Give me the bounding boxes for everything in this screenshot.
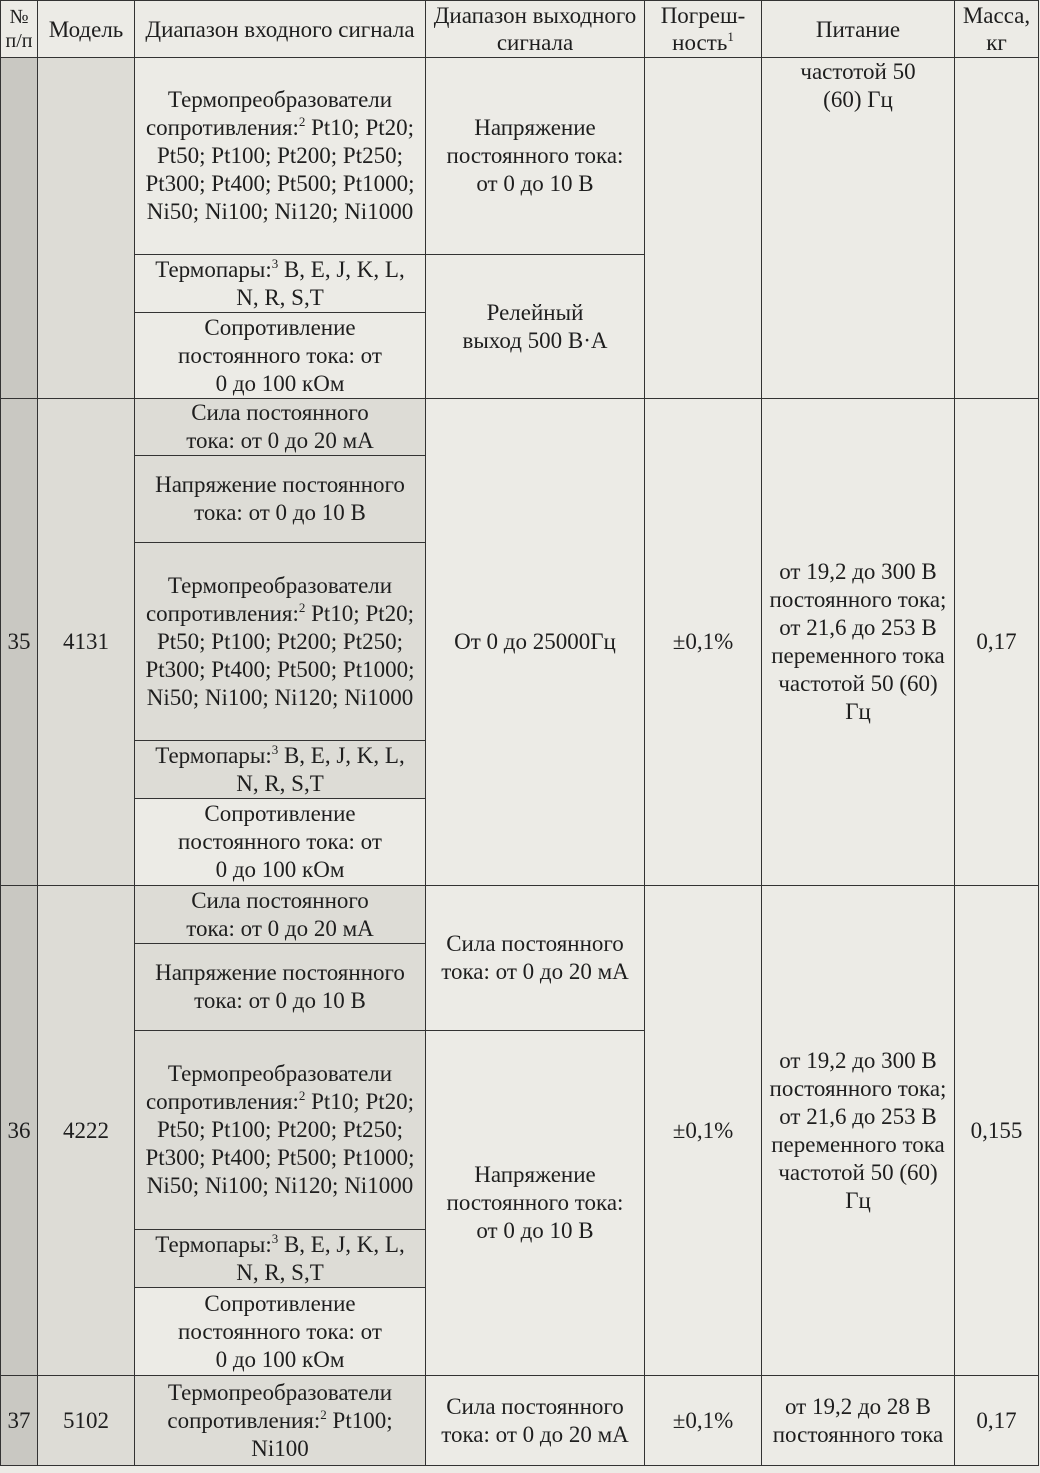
cell-output: От 0 до 25000Гц	[426, 399, 645, 886]
rtd-list: Pt10; Pt20; Pt50; Pt100; Pt200; Pt250; Pt300; Pt400; Pt500; Pt1000; Ni50; Ni100; Ni120; Ni1000	[145, 115, 415, 224]
rtd-list: Pt10; Pt20; Pt50; Pt100; Pt200; Pt250; Pt300; Pt400; Pt500; Pt1000; Ni50; Ni100; Ni120; Ni1000	[145, 1089, 415, 1198]
footnote-marker: 2	[298, 114, 306, 129]
cell-input-resistance: Сопротивление постоянного тока: от 0 до 100 кОм	[135, 313, 426, 399]
cell-output: Сила постоянного тока: от 0 до 20 мА	[426, 1376, 645, 1466]
header-input-range: Диапазон входного сигнала	[135, 1, 426, 58]
cell-input-current: Сила постоянного тока: от 0 до 20 мА	[135, 399, 426, 456]
header-number	[1, 1, 38, 58]
table-row	[1, 399, 1039, 456]
footnote-marker: 2	[298, 1088, 306, 1103]
cell-input-rtd	[135, 1376, 426, 1466]
header-model: Модель	[38, 1, 135, 58]
cell-mass-continued	[955, 58, 1039, 399]
cell-power: от 19,2 до 28 В постоянного тока	[762, 1376, 955, 1466]
cell-number-continued	[1, 58, 38, 399]
footnote-marker: 3	[271, 741, 279, 757]
table-row	[1, 1376, 1039, 1466]
footnote-marker: 3	[271, 255, 279, 271]
rtd-title: Термопреобразователи сопротивления:	[145, 1061, 393, 1114]
cell-output-voltage: Напряжение постоянного тока: от 0 до 10 В	[426, 58, 645, 255]
cell-input-voltage: Напряжение постоянного тока: от 0 до 10 В	[135, 944, 426, 1031]
header-error	[645, 1, 762, 58]
header-error-label: Погреш-ность	[660, 3, 746, 55]
cell-output-relay: Релейный выход 500 В·А	[426, 255, 645, 399]
header-power: Питание	[762, 1, 955, 58]
rtd-title: Термопреобразователи сопротивления:	[167, 1379, 393, 1433]
cell-input-resistance: Сопротивление постоянного тока: от 0 до 100 кОм	[135, 799, 426, 886]
tc-title: Термопары:	[155, 742, 272, 768]
cell-input-thermocouple	[135, 741, 426, 799]
footnote-marker: 1	[727, 29, 734, 44]
cell-model: 4222	[38, 886, 135, 1376]
cell-number: 36	[1, 886, 38, 1376]
cell-model: 5102	[38, 1376, 135, 1466]
rtd-list: Pt10; Pt20; Pt50; Pt100; Pt200; Pt250; Pt300; Pt400; Pt500; Pt1000; Ni50; Ni100; Ni120; Ni1000	[145, 600, 415, 710]
header-number-sign: №	[9, 6, 29, 28]
cell-output-voltage: Напряжение постоянного тока: от 0 до 10 В	[426, 1031, 645, 1376]
tc-list: B, E, J, K, L, N, R, S,T	[236, 256, 405, 310]
tc-list: B, E, J, K, L, N, R, S,T	[236, 742, 405, 796]
rtd-title: Термопреобразователи сопротивления:	[145, 572, 393, 626]
cell-model: 4131	[38, 399, 135, 886]
cell-input-thermocouple	[135, 255, 426, 313]
cell-error-continued	[645, 58, 762, 399]
cell-output-current: Сила постоянного тока: от 0 до 20 мА	[426, 886, 645, 1031]
tc-title: Термопары:	[155, 1231, 272, 1257]
cell-error: ±0,1%	[645, 399, 762, 886]
footnote-marker: 3	[271, 1230, 279, 1246]
cell-input-rtd	[135, 1031, 426, 1230]
table-row-continuation	[1, 58, 1039, 255]
header-row	[1, 1, 1039, 58]
cell-mass: 0,155	[955, 886, 1039, 1376]
cell-input-thermocouple	[135, 1230, 426, 1288]
header-output-range: Диапазон выходного сигнала	[426, 1, 645, 58]
cell-power-continued: частотой 50 (60) Гц	[762, 58, 955, 399]
cell-input-resistance: Сопротивление постоянного тока: от 0 до 100 кОм	[135, 1288, 426, 1376]
tc-list: B, E, J, K, L, N, R, S,T	[236, 1231, 405, 1285]
cell-mass: 0,17	[955, 1376, 1039, 1466]
cell-input-rtd	[135, 58, 426, 255]
header-number-pp: п/п	[5, 30, 33, 52]
tc-title: Термопары:	[155, 256, 272, 282]
cell-input-rtd	[135, 543, 426, 741]
cell-power: от 19,2 до 300 В постоянного тока; от 21,6 до 253 В переменного тока частотой 50 (60) Гц	[762, 886, 955, 1376]
cell-input-current: Сила постоянного тока: от 0 до 20 мА	[135, 886, 426, 944]
footnote-marker: 2	[298, 599, 306, 615]
cell-error: ±0,1%	[645, 1376, 762, 1466]
cell-mass: 0,17	[955, 399, 1039, 886]
rtd-title: Термопреобразователи сопротивления:	[145, 87, 393, 140]
cell-number: 37	[1, 1376, 38, 1466]
cell-model-continued	[38, 58, 135, 399]
cell-input-voltage: Напряжение постоянного тока: от 0 до 10 В	[135, 456, 426, 543]
cell-error: ±0,1%	[645, 886, 762, 1376]
footnote-marker: 2	[320, 1406, 327, 1422]
cell-power: от 19,2 до 300 В постоянного тока; от 21,6 до 253 В переменного тока частотой 50 (60) Гц	[762, 399, 955, 886]
table-row	[1, 886, 1039, 944]
cell-number: 35	[1, 399, 38, 886]
rtd-list: Pt100; Ni100	[251, 1407, 393, 1461]
header-mass: Масса, кг	[955, 1, 1039, 58]
